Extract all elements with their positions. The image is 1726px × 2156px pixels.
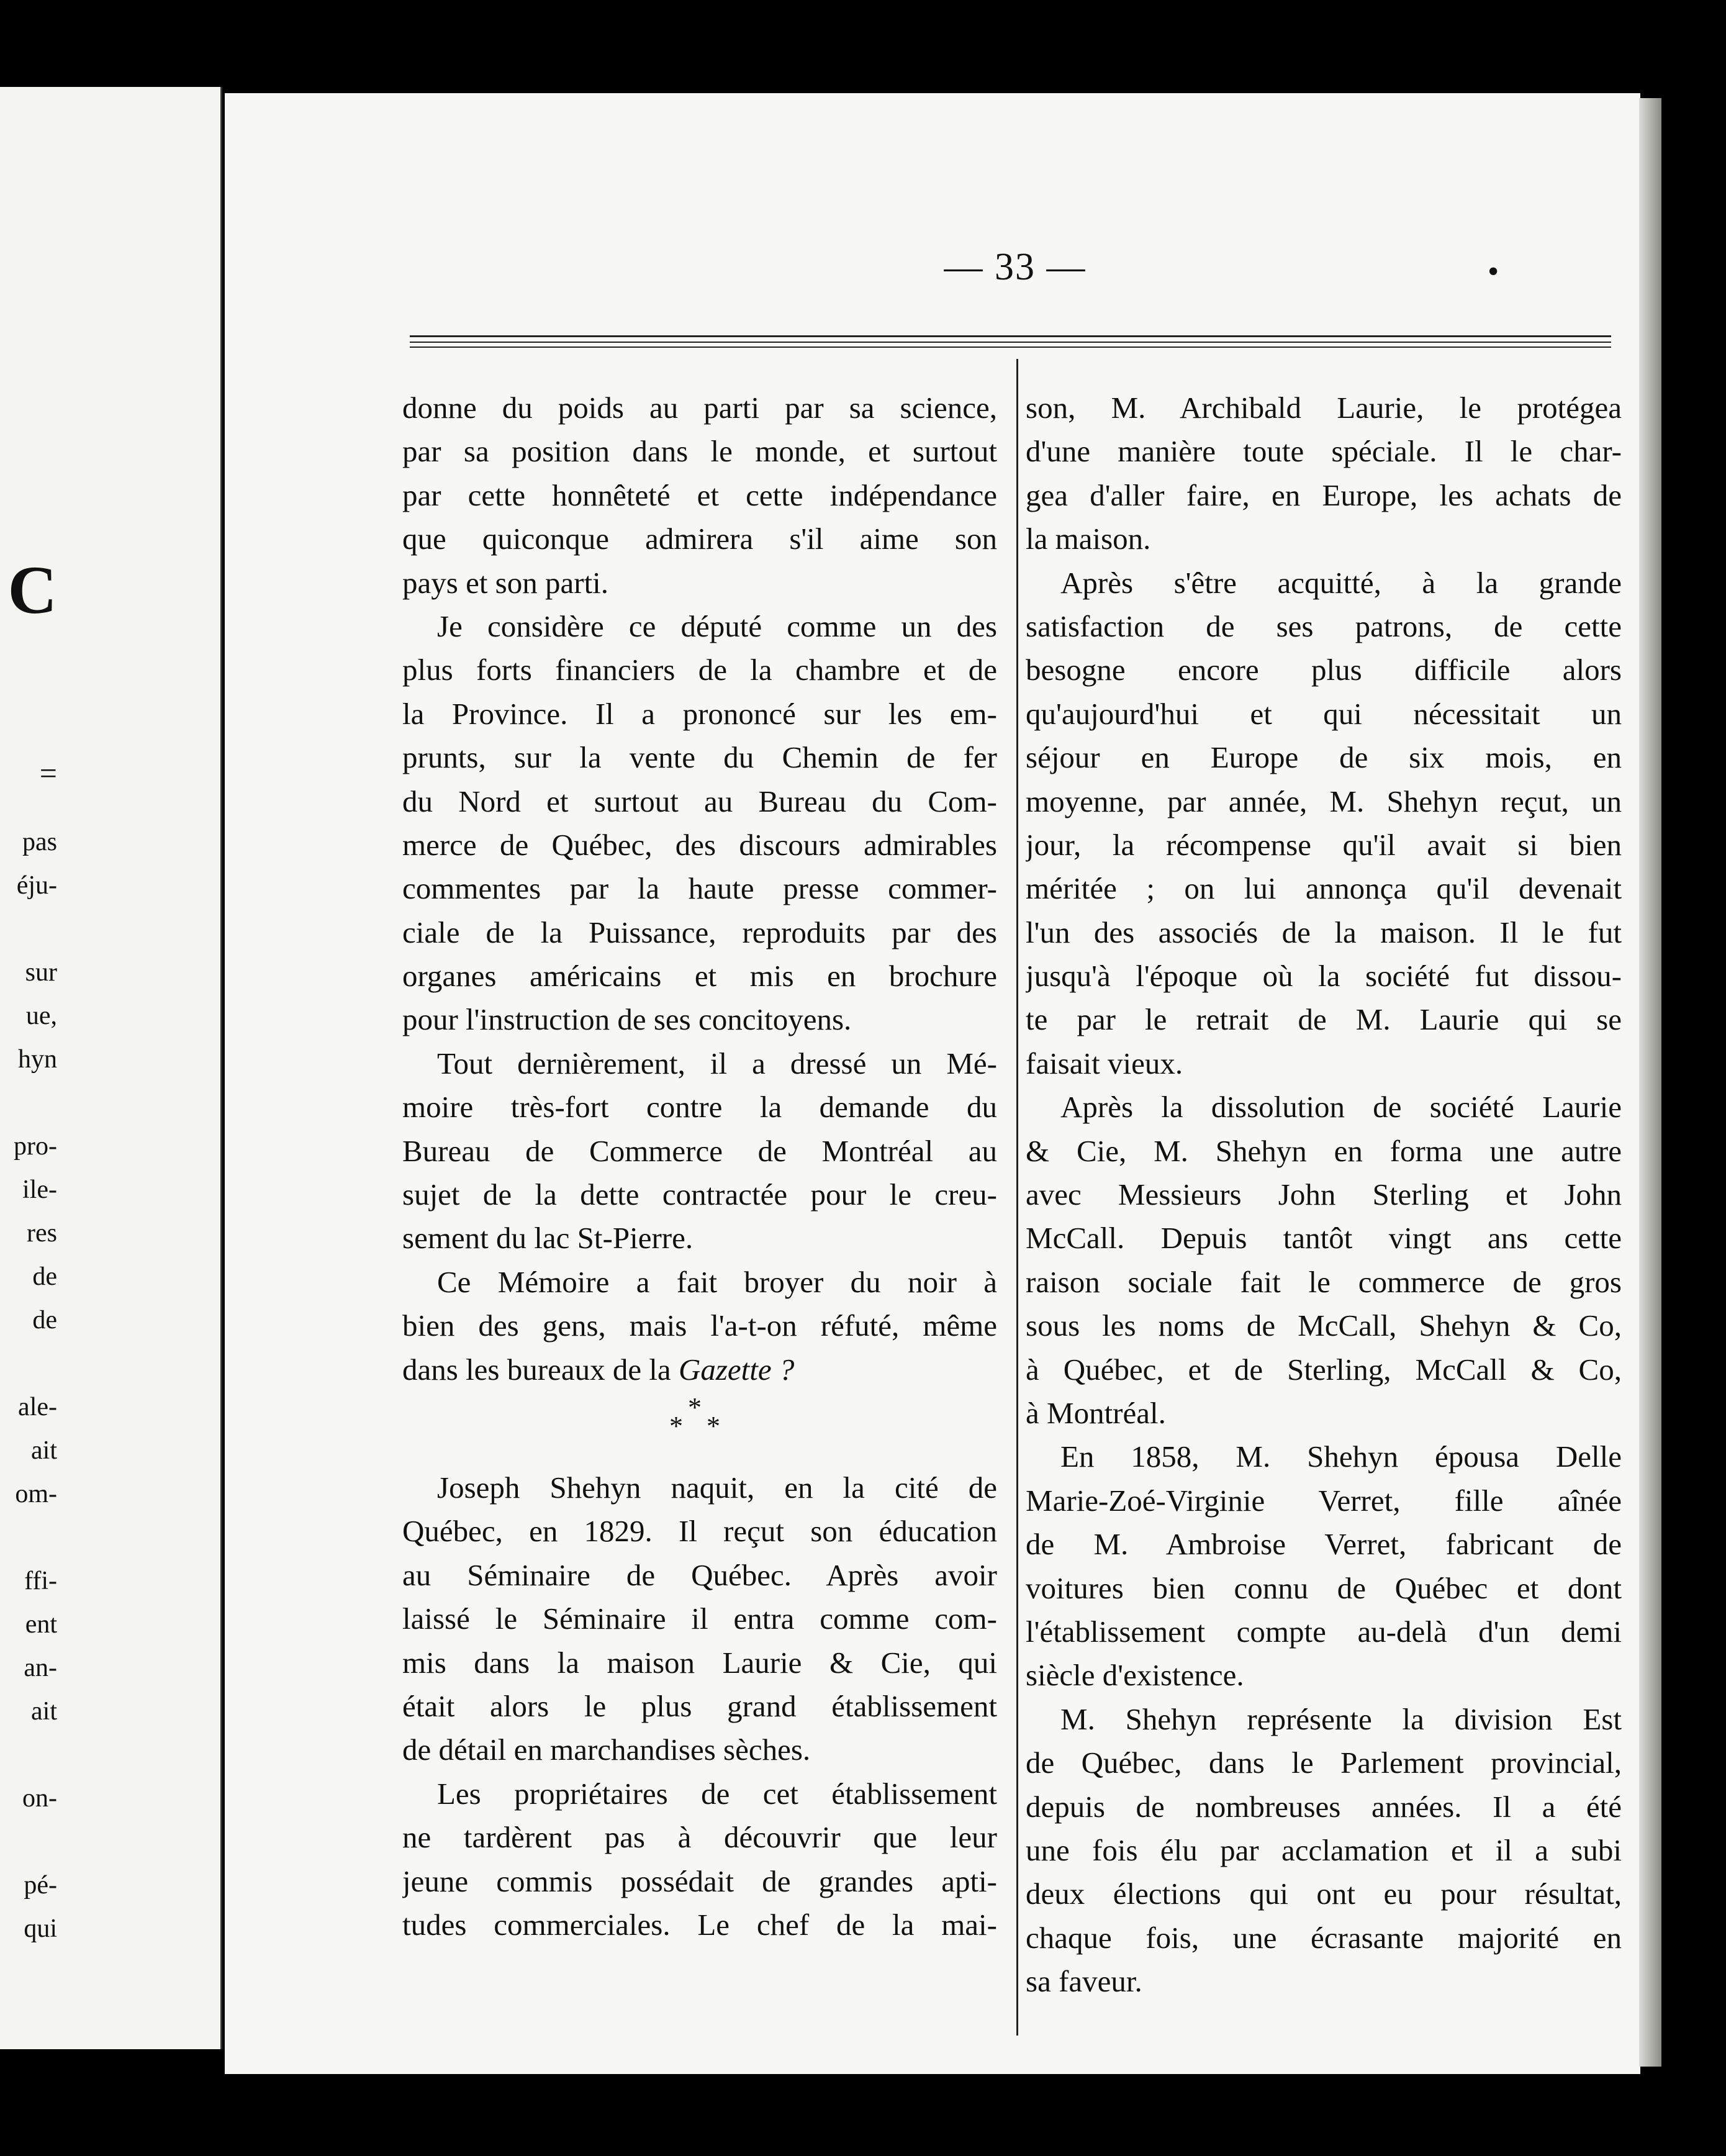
text-line: plus forts financiers de la chambre et de [402, 653, 997, 687]
text-line: commentes par la haute presse commer- [402, 871, 997, 906]
text-line: de M. Ambroise Verret, fabricant de [1026, 1527, 1622, 1562]
text-line: & Cie, M. Shehyn en forma une autre [1026, 1133, 1622, 1168]
text-line: te par le retrait de M. Laurie qui se [1026, 1002, 1622, 1037]
text-line: jusqu'à l'époque où la société fut dissou- [1026, 959, 1622, 994]
fragment-text: hyn [18, 1045, 57, 1074]
fragment-text: éju- [16, 871, 57, 900]
text-line: organes américains et mis en brochure [402, 959, 997, 994]
text-line: prunts, sur la vente du Chemin de fer [402, 740, 997, 775]
text-line: Ce Mémoire a fait broyer du noir à [437, 1264, 997, 1299]
fragment-text: pé- [24, 1871, 57, 1900]
text-line: moyenne, par année, M. Shehyn reçut, un [1026, 784, 1622, 818]
text-line: deux élections qui ont eu pour résultat, [1026, 1877, 1622, 1911]
text-line: faisait vieux. [1026, 1046, 1183, 1080]
fragment-text: om- [15, 1480, 57, 1508]
text-line: de Québec, dans le Parlement provincial, [1026, 1746, 1622, 1780]
text-line: son, M. Archibald Laurie, le protégea [1026, 391, 1622, 425]
text-line: tudes commerciales. Le chef de la mai- [402, 1907, 997, 1942]
fragment-text: ale- [18, 1393, 57, 1421]
text-line: par sa position dans le monde, et surtout [402, 434, 997, 469]
text-line: satisfaction de ses patrons, de cette [1026, 609, 1622, 643]
fragment-text: ile- [22, 1175, 57, 1204]
text-span: dans les bureaux de la [402, 1352, 671, 1387]
text-line: merce de Québec, des discours admirables [402, 827, 997, 862]
text-line: était alors le plus grand établissement [402, 1688, 997, 1723]
fragment-text: ait [31, 1697, 57, 1726]
text-line: McCall. Depuis tantôt vingt ans cette [1026, 1221, 1622, 1256]
text-line: voitures bien connu de Québec et dont [1026, 1570, 1622, 1605]
text-column-left [402, 386, 997, 1947]
paragraph [402, 386, 997, 605]
text-line: Québec, en 1829. Il reçut son éducation [402, 1514, 997, 1549]
fragment-text: pas [22, 828, 57, 856]
fragment-rule: = [39, 756, 57, 790]
text-line: laissé le Séminaire il entra comme com- [402, 1601, 997, 1636]
text-line: mis dans la maison Laurie & Cie, qui [402, 1645, 997, 1680]
text-line: moire très-fort contre la demande du [402, 1090, 997, 1125]
paragraph [402, 1261, 997, 1392]
paragraph [402, 1772, 997, 1947]
fragment-text: ffi- [24, 1567, 57, 1595]
header-rule [410, 346, 1611, 348]
text-line: gea d'aller faire, en Europe, les achats de [1026, 478, 1622, 512]
text-line: l'un des associés de la maison. Il le fut [1026, 915, 1622, 949]
text-line: méritée ; on lui annonça qu'il devenait [1026, 871, 1622, 906]
text-line: ne tardèrent pas à découvrir que leur [402, 1820, 997, 1855]
text-line: Marie-Zoé-Virginie Verret, fille aînée [1026, 1483, 1622, 1518]
paragraph [1026, 1435, 1622, 1697]
text-line: à Québec, et de Sterling, McCall & Co, [1026, 1352, 1622, 1387]
text-line: séjour en Europe de six mois, en [1026, 740, 1622, 775]
header-rule [410, 335, 1611, 337]
text-column-right [1026, 386, 1622, 2003]
paragraph [1026, 386, 1622, 561]
fragment-text: ait [31, 1436, 57, 1465]
asterisk: * [688, 1392, 702, 1423]
fragment-letter: C [7, 552, 57, 628]
text-line: du Nord et surtout au Bureau du Com- [402, 784, 997, 818]
publication-title: Gazette ? [678, 1352, 795, 1387]
text-line: pays et son parti. [402, 565, 609, 600]
text-line: d'une manière toute spéciale. Il le char- [1026, 434, 1622, 469]
header-rule [410, 342, 1611, 343]
fragment-text: on- [22, 1784, 57, 1813]
fragment-text: ue, [25, 1002, 57, 1030]
text-line: sa faveur. [1026, 1964, 1142, 1999]
text-line: pour l'instruction de ses concitoyens. [402, 1002, 852, 1037]
paragraph [1026, 1085, 1622, 1435]
text-line: Après s'être acquitté, à la grande [1060, 565, 1622, 600]
fragment-text: de [32, 1262, 57, 1291]
text-line: à Montréal. [1026, 1395, 1166, 1430]
text-line: Bureau de Commerce de Montréal au [402, 1133, 997, 1168]
text-line: par cette honnêteté et cette indépendance [402, 478, 997, 512]
text-line: Je considère ce député comme un des [437, 609, 997, 643]
fragment-text: pro- [14, 1132, 57, 1161]
paragraph [402, 1042, 997, 1261]
fragment-text: qui [24, 1914, 57, 1943]
text-line: chaque fois, une écrasante majorité en [1026, 1920, 1622, 1955]
text-line: au Séminaire de Québec. Après avoir [402, 1557, 997, 1592]
text-line: depuis de nombreuses années. Il a été [1026, 1789, 1622, 1824]
section-ornament [402, 1392, 997, 1466]
text-line: avec Messieurs John Sterling et John [1026, 1177, 1622, 1212]
text-line: Les propriétaires de cet établissement [437, 1776, 997, 1811]
text-line: qu'aujourd'hui et qui nécessitait un [1026, 696, 1622, 731]
text-line: la maison. [1026, 522, 1151, 556]
fragment-text: res [27, 1219, 57, 1248]
page-mark: • [1488, 254, 1499, 289]
text-line: bien des gens, mais l'a-t-on réfuté, même [402, 1308, 997, 1343]
fragment-text: an- [24, 1654, 57, 1682]
text-line: une fois élu par acclamation et il a subi [1026, 1832, 1622, 1867]
fragment-text: sur [25, 958, 57, 987]
text-line [402, 1348, 997, 1392]
paragraph [1026, 1698, 1622, 2004]
text-line: ciale de la Puissance, reproduits par des [402, 915, 997, 949]
asterisk: * [707, 1410, 720, 1441]
fragment-text: de [32, 1306, 57, 1334]
text-line: jour, la récompense qu'il avait si bien [1026, 827, 1622, 862]
paragraph [402, 605, 997, 1042]
text-line: Tout dernièrement, il a dressé un Mé- [437, 1046, 997, 1080]
text-line: sous les noms de McCall, Shehyn & Co, [1026, 1308, 1622, 1343]
text-line: Après la dissolution de société Laurie [1060, 1090, 1622, 1125]
text-line: l'établissement compte au-delà d'un demi [1026, 1614, 1622, 1649]
paragraph [402, 1466, 997, 1772]
fragment-text: ent [25, 1610, 57, 1639]
text-line: sujet de la dette contractée pour le creu- [402, 1177, 997, 1212]
text-line: donne du poids au parti par sa science, [402, 391, 997, 425]
paragraph [1026, 561, 1622, 1086]
text-line: En 1858, M. Shehyn épousa Delle [1060, 1439, 1622, 1474]
text-line: M. Shehyn représente la division Est [1060, 1701, 1622, 1736]
facing-page-fragment [0, 87, 222, 2049]
page-number: — 33 — [944, 246, 1087, 288]
asterisk: * [669, 1410, 683, 1441]
text-line: sement du lac St-Pierre. [402, 1221, 694, 1256]
column-divider [1016, 359, 1018, 2036]
text-line: Joseph Shehyn naquit, en la cité de [437, 1470, 997, 1505]
text-line: la Province. Il a prononcé sur les em- [402, 696, 997, 731]
text-line: besogne encore plus difficile alors [1026, 653, 1622, 687]
text-line: raison sociale fait le commerce de gros [1026, 1264, 1622, 1299]
text-line: siècle d'existence. [1026, 1658, 1244, 1693]
text-line: de détail en marchandises sèches. [402, 1732, 811, 1767]
page-edge [1639, 98, 1661, 2067]
text-line: que quiconque admirera s'il aime son [402, 522, 997, 556]
text-line: jeune commis possédait de grandes apti- [402, 1864, 997, 1898]
